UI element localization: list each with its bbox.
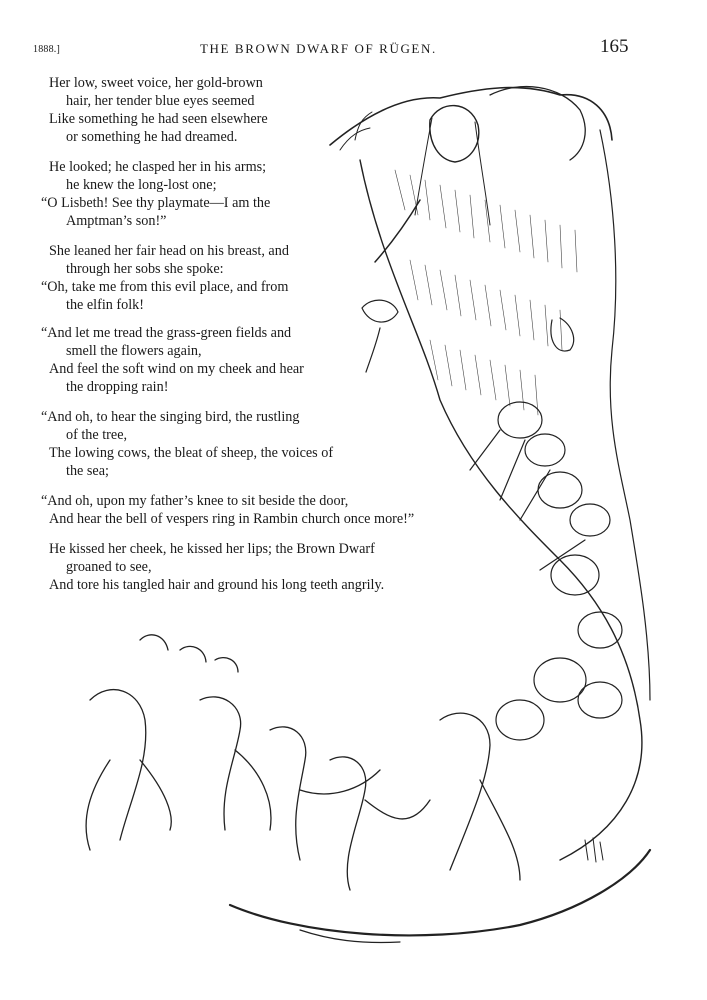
- poem-line: “Oh, take me from this evil place, and from: [41, 279, 289, 295]
- poem-line: through her sobs she spoke:: [66, 261, 224, 277]
- poem-line: He kissed her cheek, he kissed her lips; the Brown Dwarf: [49, 541, 375, 557]
- poem-line: “And let me tread the grass-green fields and: [41, 325, 292, 341]
- poem-line: the elfin folk!: [66, 297, 145, 313]
- dwarf-dancer-4: [330, 757, 430, 890]
- poem-line: And feel the soft wind on my cheek and hear: [49, 361, 304, 377]
- dwarf-dancer-1: [86, 690, 171, 850]
- running-title: THE BROWN DWARF OF RÜGEN.: [200, 41, 437, 56]
- poem-line: of the tree,: [66, 427, 128, 443]
- poem-line: Amptman’s son!”: [66, 213, 167, 229]
- page-number: 165: [600, 36, 629, 57]
- artist-monogram: [585, 838, 603, 862]
- poem-line: And hear the bell of vespers ring in Rambin church once more!”: [49, 511, 415, 527]
- poem-line: “And oh, upon my father’s knee to sit beside the door,: [41, 493, 349, 509]
- poem-line: Her low, sweet voice, her gold-brown: [49, 75, 263, 91]
- poem-line: the sea;: [66, 463, 109, 479]
- poem-line: he knew the long-lost one;: [66, 177, 217, 193]
- ground-shadow: [230, 850, 650, 935]
- cliff-edge: [330, 88, 612, 145]
- poem-line: hair, her tender blue eyes seemed: [66, 93, 255, 109]
- lantern: [551, 318, 574, 351]
- girl-arm: [375, 200, 420, 262]
- girl-head: [430, 106, 479, 162]
- poem-line: The lowing cows, the bleat of sheep, the voices of: [49, 445, 334, 461]
- poem-line: She leaned her fair head on his breast, and: [49, 243, 289, 259]
- dwarf-dancer-3: [270, 727, 380, 860]
- poem-line: groaned to see,: [66, 559, 152, 575]
- poem-line: smell the flowers again,: [66, 343, 202, 359]
- poem-line: He looked; he clasped her in his arms;: [49, 159, 267, 175]
- falling-cap: [362, 300, 398, 372]
- volume-year: 1888.]: [33, 44, 61, 55]
- poem-line: the dropping rain!: [66, 379, 169, 395]
- poem-line: or something he had dreamed.: [66, 129, 238, 145]
- dwarf-dancer-2: [200, 697, 271, 830]
- poem-line: Like something he had seen elsewhere: [49, 111, 268, 127]
- poem-line: “O Lisbeth! See thy playmate—I am the: [41, 195, 271, 211]
- poem-line: And tore his tangled hair and ground his long teeth angrily.: [49, 577, 385, 593]
- dwarf-dancer-5: [440, 713, 520, 880]
- poem-line: “And oh, to hear the singing bird, the rustling: [41, 409, 300, 425]
